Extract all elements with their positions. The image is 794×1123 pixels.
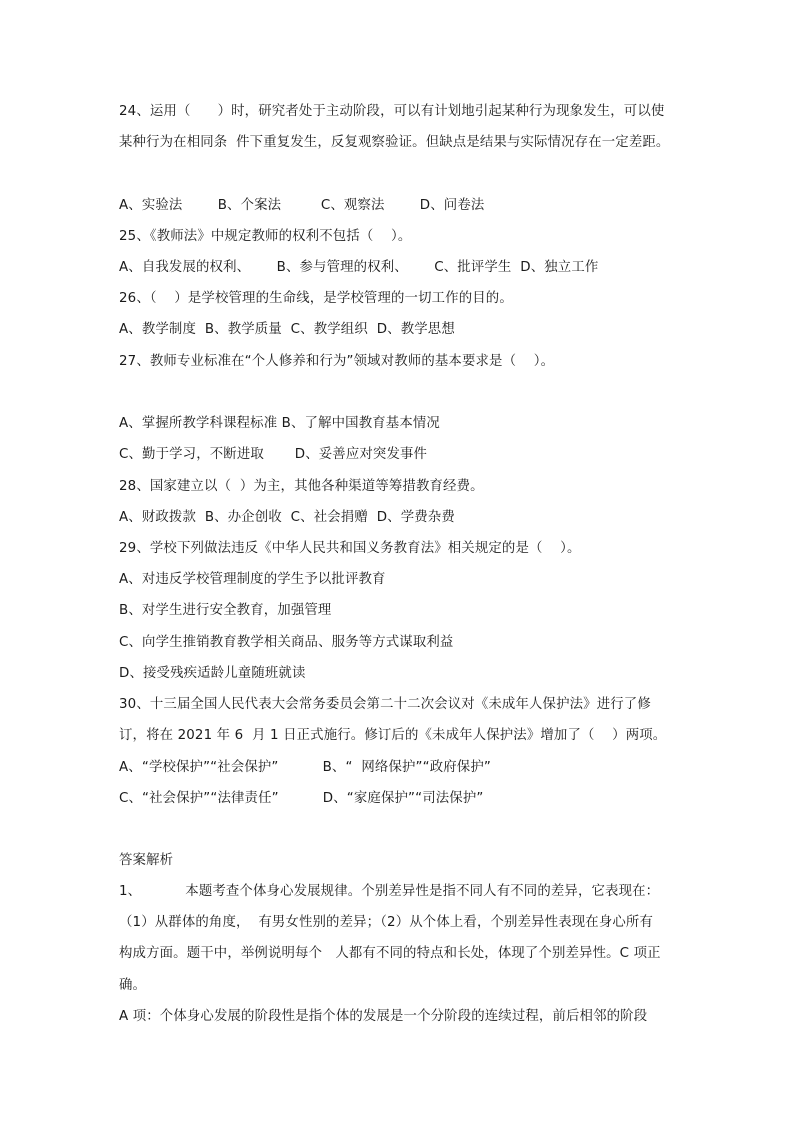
q28-options: A、财政拨款 B、办企创收 C、社会捐赠 D、学费杂费 — [119, 510, 455, 525]
q29-option-c: C、向学生推销教育教学相关商品、服务等方式谋取利益 — [119, 635, 454, 650]
q30-options-ab: A、“学校保护”“社会保护” B、“ 网络保护”“政府保护” — [119, 760, 491, 775]
q25-stem: 25、《教师法》中规定教师的权利不包括（ ）。 — [119, 229, 412, 244]
q27-stem: 27、教师专业标准在“个人修养和行为”领域对教师的基本要求是（ ）。 — [119, 354, 555, 369]
q29-stem: 29、学校下列做法违反《中华人民共和国义务教育法》相关规定的是（ ）。 — [119, 541, 581, 556]
q29-option-b: B、对学生进行安全教育，加强管理 — [119, 603, 332, 618]
answer-1-line-2: （1）从群体的角度， 有男女性别的差异；（2）从个体上看，个别差异性表现在身心所有 — [119, 915, 653, 930]
q27-options-ab: A、掌握所教学科课程标准 B、了解中国教育基本情况 — [119, 416, 440, 431]
q30-options-cd: C、“社会保护”“法律责任” D、“家庭保护”“司法保护” — [119, 791, 484, 806]
q27-options-cd: C、勤于学习，不断进取 D、妥善应对突发事件 — [119, 447, 428, 462]
answers-heading: 答案解析 — [119, 853, 174, 868]
q30-stem-line-1: 30、十三届全国人民代表大会常务委员会第二十二次会议对《未成年人保护法》进行了修 — [119, 697, 651, 712]
q26-stem: 26、（ ）是学校管理的生命线，是学校管理的一切工作的目的。 — [119, 291, 513, 306]
answer-1-line-1: 1、 本题考查个体身心发展规律。个别差异性是指不同人有不同的差异，它表现在： — [119, 884, 660, 899]
q24-stem-line-1: 24、运用（ ）时，研究者处于主动阶段，可以有计划地引起某种行为现象发生，可以使 — [119, 104, 665, 119]
q24-stem-line-2: 某种行为在相同条 件下重复发生，反复观察验证。但缺点是结果与实际情况存在一定差距。 — [119, 135, 670, 150]
q28-stem: 28、国家建立以（ ）为主，其他各种渠道等筹措教育经费。 — [119, 479, 484, 494]
q30-stem-line-2: 订，将在 2021 年 6 月 1 日正式施行。修订后的《未成年人保护法》增加了（ ）两项。 — [119, 728, 667, 743]
answer-1-line-3: 构成方面。题干中，举例说明每个 人都有不同的特点和长处，体现了个别差异性。C 项正 — [119, 946, 661, 961]
answer-1-line-4: 确。 — [119, 978, 147, 993]
q25-options: A、自我发展的权利、 B、参与管理的权利、 C、批评学生 D、独立工作 — [119, 260, 599, 275]
q29-option-a: A、对违反学校管理制度的学生予以批评教育 — [119, 572, 386, 587]
answer-1-line-5: A 项：个体身心发展的阶段性是指个体的发展是一个分阶段的连续过程，前后相邻的阶段 — [119, 1009, 648, 1024]
q24-options: A、实验法 B、个案法 C、观察法 D、问卷法 — [119, 198, 485, 213]
q29-option-d: D、接受残疾适龄儿童随班就读 — [119, 666, 306, 681]
q26-options: A、教学制度 B、教学质量 C、教学组织 D、教学思想 — [119, 322, 455, 337]
